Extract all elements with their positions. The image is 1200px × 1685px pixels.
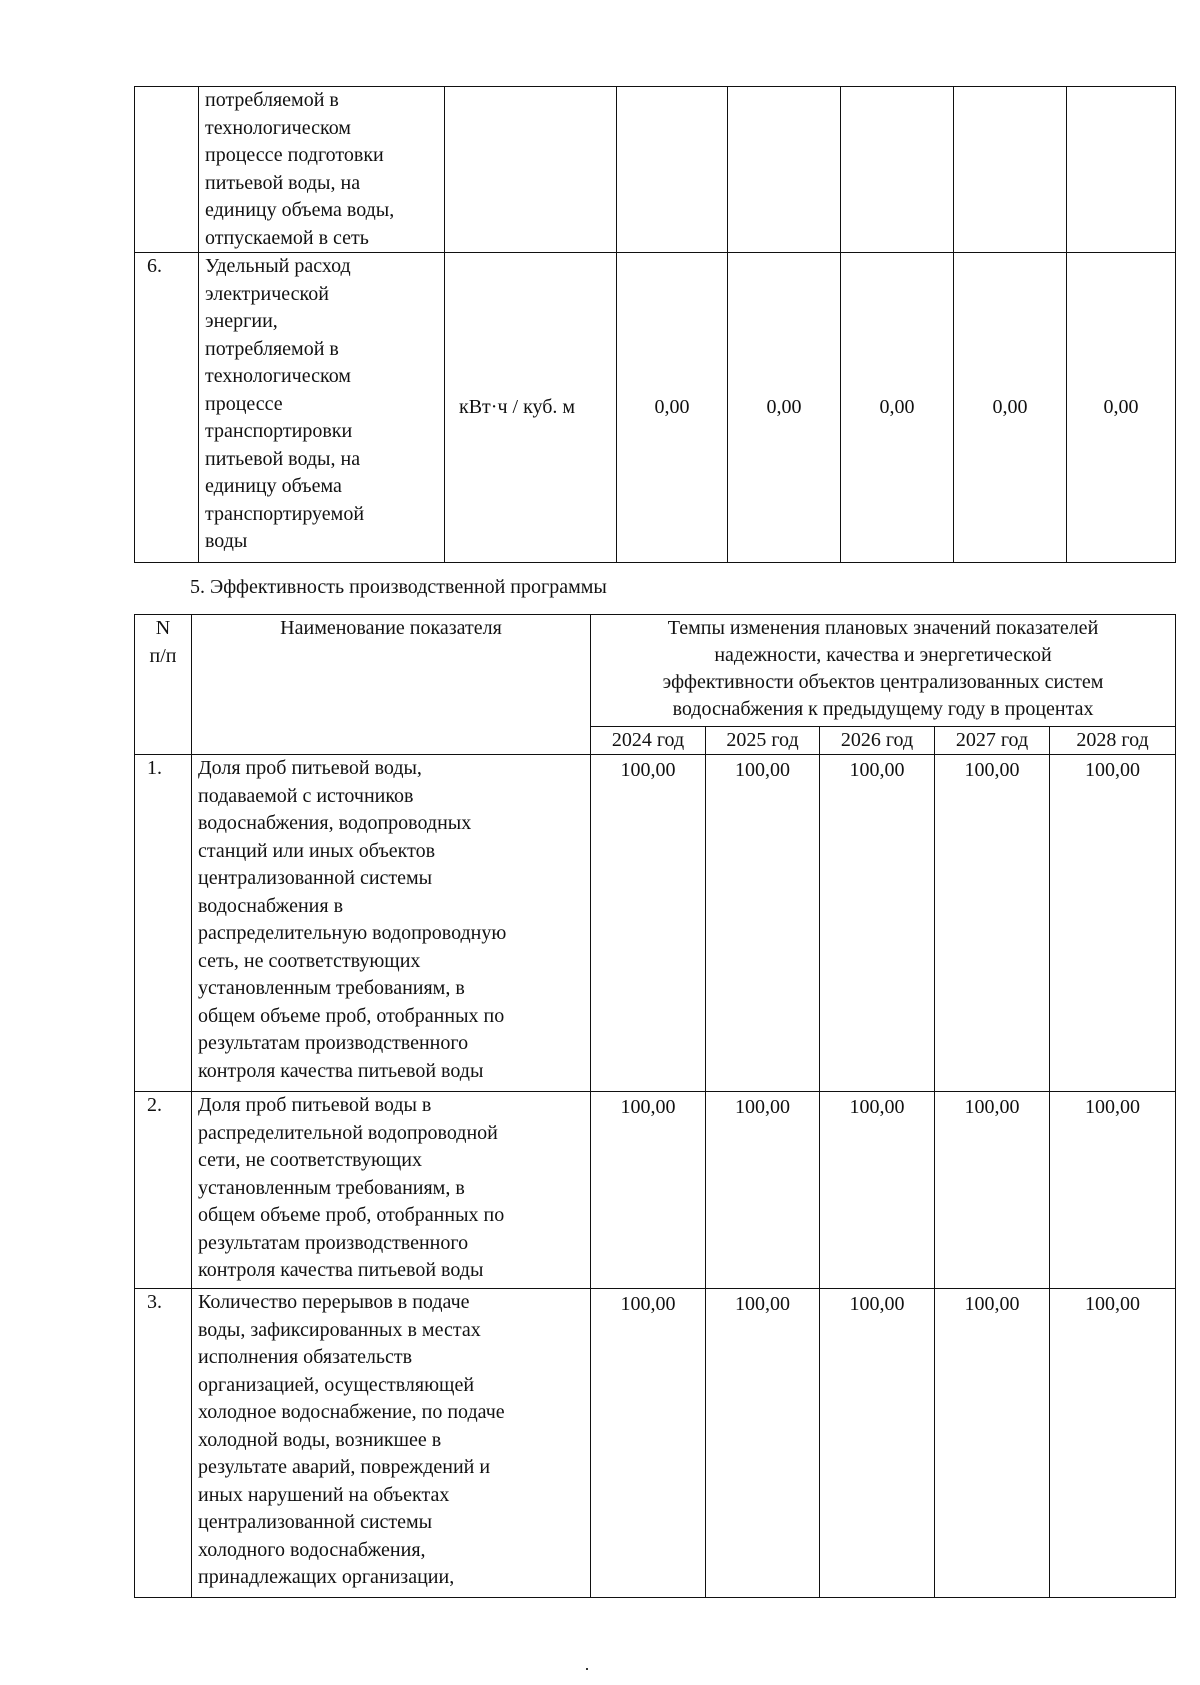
indicator-name-header: Наименование показателя bbox=[192, 615, 591, 755]
row-number-cell bbox=[135, 87, 199, 253]
value-cell bbox=[841, 87, 954, 253]
value-cell: 100,00 bbox=[820, 1289, 935, 1598]
value-cell: 100,00 bbox=[591, 1092, 706, 1289]
indicator-name-cell: Доля проб питьевой воды, подаваемой с источников водоснабжения, водопроводных станций или иных объектов централизованной системы водоснабжения в распределительную водопроводную сеть, не соответствующих установленным требованиям, в общем объеме проб, отобранных по результатам производственного контроля качества питьевой воды bbox=[192, 755, 591, 1092]
value-cell: 100,00 bbox=[1050, 755, 1176, 1092]
indicator-name-cell: Количество перерывов в подаче воды, зафиксированных в местах исполнения обязательств организацией, осуществляющей холодное водоснабжение, по подаче холодной воды, возникшее в результате аварий, повреждений и иных нарушений на объектах централизованной системы холодного водоснабжения, принадлежащих организации, bbox=[192, 1289, 591, 1598]
number-header: N п/п bbox=[135, 615, 192, 755]
indicator-name-cell: Удельный расход электрической энергии, потребляемой в технологическом процессе транспортировки питьевой воды, на единицу объема транспортируемой воды bbox=[199, 253, 445, 563]
value-cell bbox=[1067, 87, 1176, 253]
year-header: 2025 год bbox=[706, 727, 820, 755]
year-header: 2026 год bbox=[820, 727, 935, 755]
table-row bbox=[135, 1092, 1176, 1289]
table-row bbox=[135, 755, 1176, 1092]
value-cell: 100,00 bbox=[820, 755, 935, 1092]
unit-cell bbox=[445, 87, 617, 253]
table-row bbox=[135, 1289, 1176, 1598]
unit-cell: кВт·ч / куб. м bbox=[445, 253, 617, 563]
value-cell: 100,00 bbox=[591, 755, 706, 1092]
value-cell: 0,00 bbox=[617, 253, 728, 563]
value-cell: 100,00 bbox=[1050, 1289, 1176, 1598]
table-row bbox=[135, 87, 1176, 253]
section-title: 5. Эффективность производственной программы bbox=[190, 576, 607, 598]
value-cell: 0,00 bbox=[841, 253, 954, 563]
value-cell: 0,00 bbox=[1067, 253, 1176, 563]
value-cell: 100,00 bbox=[935, 1092, 1050, 1289]
year-header: 2028 год bbox=[1050, 727, 1176, 755]
value-cell: 100,00 bbox=[706, 1092, 820, 1289]
value-cell: 100,00 bbox=[706, 1289, 820, 1598]
year-header: 2024 год bbox=[591, 727, 706, 755]
value-cell: 100,00 bbox=[591, 1289, 706, 1598]
indicator-name-cell: Доля проб питьевой воды в распределительной водопроводной сети, не соответствующих установленным требованиям, в общем объеме проб, отобранных по результатам производственного контроля качества питьевой воды bbox=[192, 1092, 591, 1289]
row-number: 6. bbox=[135, 253, 199, 563]
value-cell: 0,00 bbox=[728, 253, 841, 563]
table-header-row bbox=[135, 615, 1176, 727]
indicator-name-cell: потребляемой в технологическом процессе подготовки питьевой воды, на единицу объема воды, отпускаемой в сеть bbox=[199, 87, 445, 253]
year-header: 2027 год bbox=[935, 727, 1050, 755]
value-cell: 100,00 bbox=[935, 755, 1050, 1092]
table-row bbox=[135, 253, 1176, 563]
scan-speck bbox=[586, 1668, 588, 1670]
value-cell bbox=[728, 87, 841, 253]
indicators-table-continued bbox=[134, 86, 1176, 563]
value-cell bbox=[617, 87, 728, 253]
value-cell: 100,00 bbox=[935, 1289, 1050, 1598]
row-number: 2. bbox=[135, 1092, 192, 1289]
efficiency-table bbox=[134, 614, 1176, 1598]
value-cell: 100,00 bbox=[706, 755, 820, 1092]
row-number: 1. bbox=[135, 755, 192, 1092]
value-cell: 100,00 bbox=[1050, 1092, 1176, 1289]
value-cell bbox=[954, 87, 1067, 253]
change-rate-group-header: Темпы изменения плановых значений показателей надежности, качества и энергетической эффективности объектов централизованных систем водоснабжения к предыдущему году в процентах bbox=[591, 615, 1176, 727]
value-cell: 0,00 bbox=[954, 253, 1067, 563]
value-cell: 100,00 bbox=[820, 1092, 935, 1289]
row-number: 3. bbox=[135, 1289, 192, 1598]
